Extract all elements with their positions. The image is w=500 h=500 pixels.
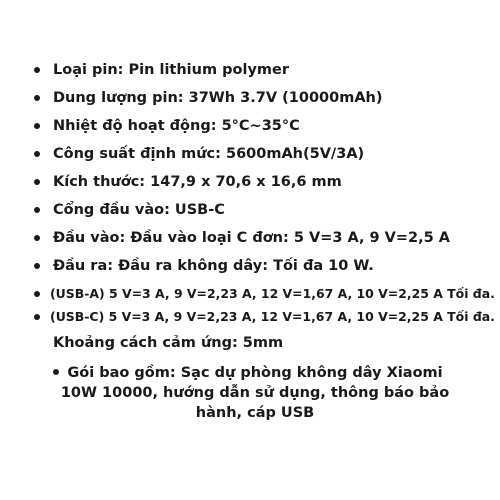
package-contents [50,363,460,423]
spec-text: Kích thước: 147,9 x 70,6 x 16,6 mm [53,174,342,190]
spec-text: Nhiệt độ hoạt động: 5°C~35°C [53,118,300,134]
bullet-icon [34,263,40,269]
spec-text: Dung lượng pin: 37Wh 3.7V (10000mAh) [53,90,383,106]
spec-text: Cổng đầu vào: USB-C [53,202,225,218]
package-text: Gói bao gồm: Sạc dự phòng không dây Xiaomi 10W 10000, hướng dẫn sử dụng, thông báo bảo hành, cáp USB [60,365,450,421]
bullet-icon [34,67,40,73]
sensing-distance: Khoảng cách cảm ứng: 5mm [53,335,284,351]
bullet-icon [34,95,40,101]
spec-text: (USB-A) 5 V=3 A, 9 V=2,23 A, 12 V=1,67 A, 10 V=2,25 A Tối đa. [50,286,495,301]
spec-text: Đầu ra: Đầu ra không dây: Tối đa 10 W. [53,258,374,274]
bullet-icon [34,207,40,213]
spec-text: (USB-C) 5 V=3 A, 9 V=2,23 A, 12 V=1,67 A, 10 V=2,25 A Tối đa. [50,309,495,324]
bullet-icon [34,235,40,241]
bullet-icon [34,291,40,297]
bullet-icon [34,314,40,320]
spec-text: Đầu vào: Đầu vào loại C đơn: 5 V=3 A, 9 V=2,5 A [53,230,450,246]
bullet-icon [34,179,40,185]
spec-text: Công suất định mức: 5600mAh(5V/3A) [53,146,365,162]
spec-text: Loại pin: Pin lithium polymer [53,62,289,78]
bullet-icon [34,123,40,129]
bullet-icon [34,151,40,157]
bullet-icon [53,369,59,375]
